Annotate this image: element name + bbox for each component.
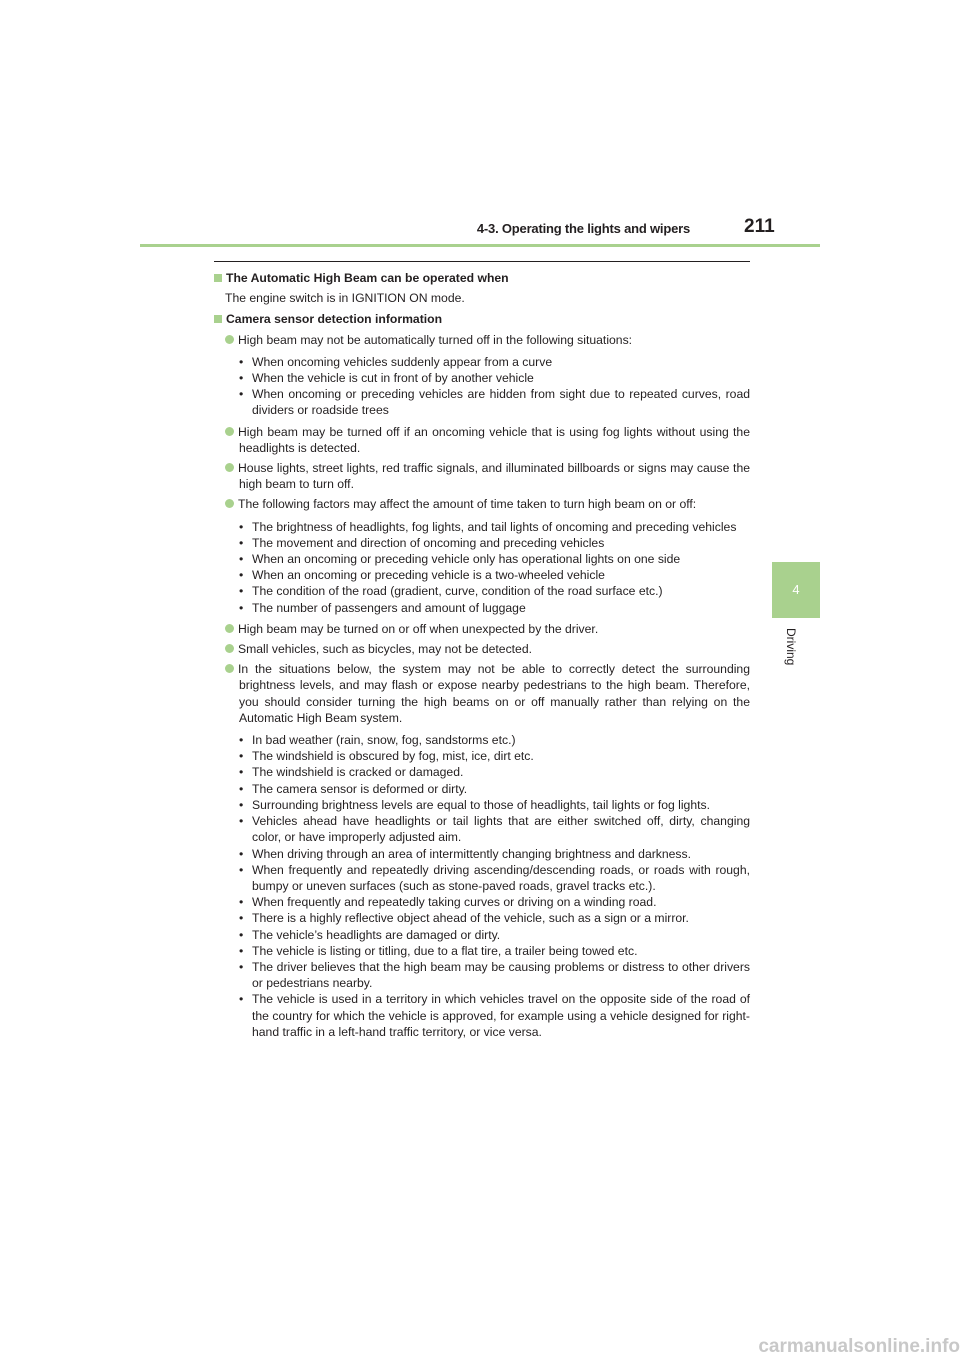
circle-bullet-icon: [225, 463, 234, 472]
section-heading: [214, 270, 750, 286]
sub-item-text: There is a highly reflective object ahead of the vehicle, such as a sign or a mirror.: [252, 911, 689, 926]
dot-icon: •: [239, 535, 244, 550]
dot-icon: •: [239, 600, 244, 615]
sub-list-item: [239, 567, 750, 583]
sub-item-text: The condition of the road (gradient, curve, condition of the road surface etc.): [252, 584, 663, 599]
bullet-text: Small vehicles, such as bicycles, may not be detected.: [238, 642, 532, 657]
dot-icon: •: [239, 814, 244, 829]
square-bullet-icon: [214, 315, 222, 323]
sub-item-text: The camera sensor is deformed or dirty.: [252, 781, 468, 796]
page-content: [214, 270, 750, 1045]
dot-icon: •: [239, 992, 244, 1007]
bullet-text: House lights, street lights, red traffic signals, and illuminated billboards or signs may cause the high beam to turn off.: [238, 461, 750, 492]
bullet-text: High beam may be turned off if an oncoming vehicle that is using fog lights without using the headlights is detected.: [238, 424, 750, 455]
sub-item-text: When oncoming vehicles suddenly appear from a curve: [252, 354, 553, 369]
bullet-item: [214, 460, 750, 492]
circle-bullet-icon: [225, 664, 234, 673]
sub-list-item: [239, 959, 750, 991]
sub-list-item: [239, 370, 750, 386]
heading-text: Camera sensor detection information: [226, 312, 443, 327]
chapter-label: Driving: [784, 628, 798, 666]
sub-list-item: [239, 600, 750, 616]
chapter-tab: [772, 562, 820, 618]
sub-list-item: [239, 583, 750, 599]
section-heading: [214, 311, 750, 327]
dot-icon: •: [239, 911, 244, 926]
dot-icon: •: [239, 733, 244, 748]
sub-list: [239, 519, 750, 616]
sub-list-item: [239, 551, 750, 567]
sub-list: [239, 354, 750, 419]
sub-item-text: When an oncoming or preceding vehicle only has operational lights on one side: [252, 552, 681, 567]
dot-icon: •: [239, 927, 244, 942]
heading-text: The Automatic High Beam can be operated when: [226, 271, 509, 285]
sub-list-item: [239, 535, 750, 551]
sub-list-item: [239, 910, 750, 926]
bullet-list: [214, 332, 750, 1040]
dot-icon: •: [239, 797, 244, 812]
sub-item-text: The number of passengers and amount of luggage: [252, 600, 526, 615]
sub-list-item: [239, 927, 750, 943]
circle-bullet-icon: [225, 427, 234, 436]
sub-item-text: The driver believes that the high beam may be causing problems or distress to other drivers or pedestrians nearby.: [252, 959, 750, 991]
square-bullet-icon: [214, 274, 222, 282]
bullet-item: [214, 332, 750, 348]
sub-list-item: [239, 862, 750, 894]
bullet-item: [214, 661, 750, 726]
circle-bullet-icon: [225, 644, 234, 653]
circle-bullet-icon: [225, 499, 234, 508]
sub-item-text: The movement and direction of oncoming and preceding vehicles: [252, 535, 605, 550]
dot-icon: •: [239, 895, 244, 910]
sub-list-item: [239, 764, 750, 780]
chapter-number: 4: [792, 582, 800, 597]
sub-list-item: [239, 354, 750, 370]
dot-icon: •: [239, 846, 244, 861]
sub-list-item: [239, 748, 750, 764]
sub-list-item: [239, 797, 750, 813]
sub-item-text: When frequently and repeatedly driving ascending/descending roads, or roads with rough, bumpy or uneven surfaces (such as stone-paved roads, gravel tracks etc.).: [252, 862, 750, 893]
bullet-item: [214, 496, 750, 512]
sub-item-text: When an oncoming or preceding vehicle is a two-wheeled vehicle: [252, 568, 605, 583]
sub-list-item: [239, 781, 750, 797]
bullet-item: [214, 424, 750, 456]
section-title: 4-3. Operating the lights and wipers: [476, 221, 690, 236]
sub-item-text: The vehicle’s headlights are damaged or dirty.: [252, 927, 501, 942]
sub-item-text: The vehicle is listing or titling, due to a flat tire, a trailer being towed etc.: [252, 943, 638, 958]
sub-item-text: When frequently and repeatedly taking curves or driving on a winding road.: [252, 895, 657, 910]
bullet-item: [214, 641, 750, 657]
sub-item-text: Vehicles ahead have headlights or tail lights that are either switched off, dirty, changing color, or have improperly adjusted aim.: [252, 814, 750, 845]
dot-icon: •: [239, 959, 244, 974]
bullet-item: [214, 621, 750, 637]
bullet-text: In the situations below, the system may not be able to correctly detect the surrounding brightness levels, and may flash or expose nearby pedestrians to the high beam. Therefore, you should consider turning the high beams on or off manually rather than relying on the Automatic High Beam system.: [238, 662, 750, 725]
sub-item-text: When the vehicle is cut in front of by another vehicle: [252, 371, 534, 386]
dot-icon: •: [239, 354, 244, 369]
sub-item-text: The windshield is cracked or damaged.: [252, 765, 464, 780]
dot-icon: •: [239, 552, 244, 567]
circle-bullet-icon: [225, 335, 234, 344]
sub-item-text: The brightness of headlights, fog lights, and tail lights of oncoming and preceding vehicles: [252, 519, 737, 534]
sub-item-text: Surrounding brightness levels are equal to those of headlights, tail lights or fog lights.: [252, 797, 710, 812]
dot-icon: •: [239, 584, 244, 599]
dot-icon: •: [239, 943, 244, 958]
dot-icon: •: [239, 387, 244, 402]
header-rule: [140, 244, 820, 247]
sub-list-item: [239, 894, 750, 910]
dot-icon: •: [239, 862, 244, 877]
sub-item-text: When driving through an area of intermittently changing brightness and darkness.: [252, 846, 692, 861]
watermark: carmanualsonline.info: [758, 1336, 960, 1357]
bullet-text: The following factors may affect the amount of time taken to turn high beam on or off:: [238, 497, 697, 512]
dot-icon: •: [239, 371, 244, 386]
dot-icon: •: [239, 519, 244, 534]
content-top-rule: [214, 261, 750, 262]
sub-list-item: [239, 943, 750, 959]
sub-item-text: When oncoming or preceding vehicles are hidden from sight due to repeated curves, road dividers or roadside trees: [252, 387, 750, 418]
sub-list-item: [239, 813, 750, 845]
sub-list-item: [239, 519, 750, 535]
sub-list: [239, 732, 750, 1040]
dot-icon: •: [239, 781, 244, 796]
section-paragraph: The engine switch is in IGNITION ON mode.: [225, 291, 465, 306]
dot-icon: •: [239, 568, 244, 583]
dot-icon: •: [239, 765, 244, 780]
sub-item-text: The windshield is obscured by fog, mist, ice, dirt etc.: [252, 749, 534, 764]
sub-list-item: [239, 991, 750, 1040]
bullet-text: High beam may not be automatically turned off in the following situations:: [238, 332, 633, 347]
sub-item-text: In bad weather (rain, snow, fog, sandstorms etc.): [252, 733, 516, 748]
bullet-text: High beam may be turned on or off when unexpected by the driver.: [238, 621, 599, 636]
page-number: 211: [744, 216, 775, 237]
sub-list-item: [239, 846, 750, 862]
sub-item-text: The vehicle is used in a territory in which vehicles travel on the opposite side of the road of the country for which the vehicle is approved, for example using a vehicle designed for right-hand traffic in a left-hand traffic territory, or vice versa.: [252, 992, 750, 1039]
dot-icon: •: [239, 749, 244, 764]
sub-list-item: [239, 386, 750, 418]
circle-bullet-icon: [225, 624, 234, 633]
sub-list-item: [239, 732, 750, 748]
